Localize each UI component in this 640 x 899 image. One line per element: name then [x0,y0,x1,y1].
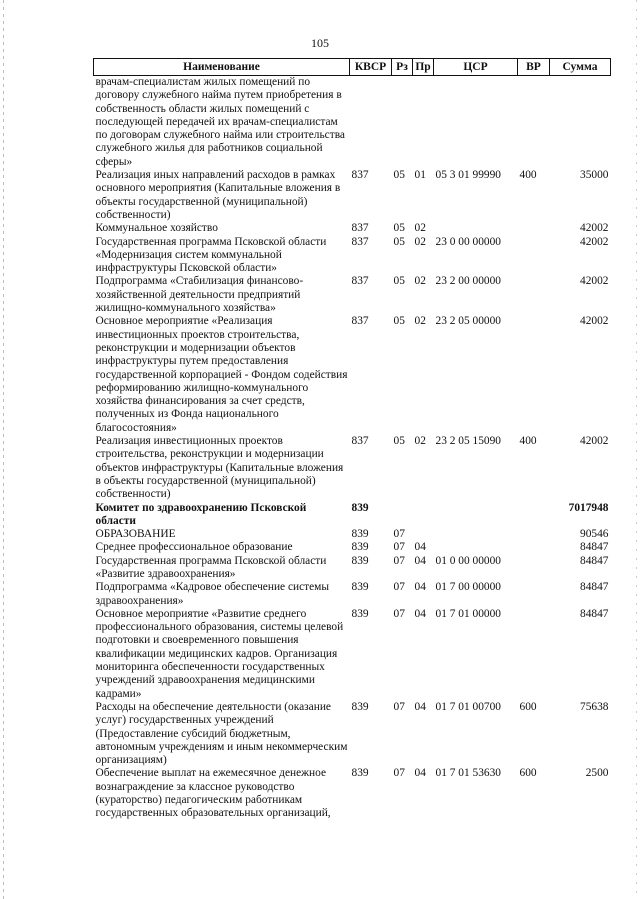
row-csr [434,502,518,529]
row-csr: 01 7 01 00700 [435,700,501,713]
row-sum: 35000 [580,169,609,182]
row-vr [518,608,550,701]
row-name: Среднее профессиональное образование [95,541,293,554]
row-rz: 07 [393,767,405,780]
table-header [94,59,611,76]
row-csr: 23 2 00 00000 [435,275,501,288]
table-row [94,608,611,701]
row-name: ОБРАЗОВАНИЕ [95,528,176,541]
row-vr [518,76,550,170]
row-csr: 05 3 01 99990 [435,169,501,182]
row-vr [518,528,550,541]
row-vr: 400 [519,169,537,182]
row-rz: 07 [393,700,405,713]
row-pr: 04 [414,541,426,554]
row-vr: 400 [519,435,537,448]
row-pr: 04 [414,581,426,594]
row-kvsr: 837 [351,169,369,182]
row-kvsr: 837 [351,315,369,328]
row-vr [518,222,550,235]
row-kvsr: 839 [351,700,369,713]
row-csr: 23 2 05 15090 [435,435,501,448]
row-pr [413,528,434,541]
header-name: Наименование [94,59,350,76]
row-rz: 05 [393,435,405,448]
row-pr: 04 [414,607,426,620]
row-csr: 23 2 05 00000 [435,315,501,328]
row-name: Подпрограмма «Кадровое обеспечение системы здравоохранения» [95,581,330,607]
row-pr: 04 [414,700,426,713]
budget-table [93,58,611,821]
row-rz: 05 [393,222,405,235]
table-row [94,555,611,582]
row-csr [434,541,518,554]
row-kvsr [350,76,392,170]
header-csr: ЦСР [434,59,518,76]
row-pr: 02 [414,435,426,448]
row-vr [518,275,550,315]
row-pr: 02 [414,315,426,328]
row-rz: 07 [393,541,405,554]
row-sum: 42002 [580,235,609,248]
row-pr [413,76,434,170]
row-vr: 600 [519,700,537,713]
row-name: Коммунальное хозяйство [95,222,218,235]
header-pr: Пр [413,59,434,76]
row-rz: 07 [393,528,405,541]
row-pr: 02 [414,275,426,288]
table-body [94,76,611,821]
row-kvsr: 837 [351,275,369,288]
row-rz: 05 [393,235,405,248]
row-sum: 75638 [580,700,609,713]
row-vr [518,315,550,435]
row-kvsr: 839 [351,528,369,541]
row-sum: 42002 [580,275,609,288]
row-sum: 84847 [580,541,609,554]
row-kvsr: 839 [351,767,369,780]
row-vr [518,555,550,582]
row-sum [550,76,611,170]
row-csr: 01 7 01 00000 [435,607,501,620]
row-vr: 600 [519,767,537,780]
row-sum: 90546 [580,528,609,541]
table-row [94,528,611,541]
row-name: Государственная программа Псковской области «Модернизация систем коммунальной инфраструктуры Псковской области» [95,235,327,275]
table-row [94,275,611,315]
table-row [94,701,611,767]
table-row [94,222,611,235]
row-csr: 01 7 00 00000 [435,581,501,594]
header-sum: Сумма [550,59,611,76]
table-row [94,502,611,529]
scan-edge-left [3,0,4,899]
row-sum: 7017948 [568,501,609,514]
row-csr [434,76,518,170]
row-rz: 07 [393,554,405,567]
row-csr: 23 0 00 00000 [435,235,501,248]
row-kvsr: 837 [351,222,369,235]
row-kvsr: 839 [351,501,369,514]
row-pr: 04 [414,554,426,567]
row-csr: 01 0 00 00000 [435,554,501,567]
header-rz: Рз [392,59,413,76]
row-vr [518,581,550,608]
row-sum: 84847 [580,554,609,567]
scan-edge-right [636,0,637,899]
row-rz: 07 [393,607,405,620]
row-name: Реализация иных направлений расходов в рамках основного мероприятия (Капитальные вложения в объекты государственной (муниципальной) собственности) [95,169,341,221]
row-rz: 07 [393,581,405,594]
row-pr: 02 [414,235,426,248]
row-csr: 01 7 01 53630 [435,767,501,780]
row-rz [392,76,413,170]
row-rz: 05 [393,169,405,182]
row-vr [518,541,550,554]
table-row [94,581,611,608]
header-kvsr: КВСР [350,59,392,76]
row-csr [434,528,518,541]
table-row [94,541,611,554]
row-name: врачам-специалистам жилых помещений по договору служебного найма путем приобретения в собственность области жилых помещений с последующей передачей их врачам-специалистам по договорам служебного найма или строительства служебного жилья для работников социальной сферы» [95,76,345,168]
row-vr [518,236,550,276]
header-vr: ВР [518,59,550,76]
row-kvsr: 839 [351,607,369,620]
table-row [94,767,611,820]
row-kvsr: 839 [351,581,369,594]
row-rz: 05 [393,315,405,328]
row-pr: 02 [414,222,426,235]
row-name: Комитет по здравоохранению Псковской области [95,501,307,527]
table-row [94,435,611,501]
row-pr [413,502,434,529]
row-sum: 42002 [580,222,609,235]
row-sum: 84847 [580,607,609,620]
row-name: Подпрограмма «Стабилизация финансово-хозяйственной деятельности предприятий жилищно-коммунального хозяйства» [95,275,304,315]
row-sum: 2500 [585,767,609,780]
row-rz [392,502,413,529]
row-pr: 04 [414,767,426,780]
row-sum: 42002 [580,435,609,448]
row-pr: 01 [414,169,426,182]
table-row [94,169,611,222]
row-kvsr: 837 [351,235,369,248]
table-row [94,236,611,276]
table-row [94,315,611,435]
row-name: Основное мероприятие «Реализация инвестиционных проектов строительства, реконструкции и модернизации объектов инфраструктуры путем предоставления государственной корпорацией - Фондом содействия реформированию жилищно-коммунального хозяйства финансирования за счет средств, полученных из Фонда национального благосостояния» [95,315,348,434]
row-name: Государственная программа Псковской области «Развитие здравоохранения» [95,554,327,580]
row-csr [434,222,518,235]
row-name: Реализация инвестиционных проектов строительства, реконструкции и модернизации объектов инфраструктуры (Капитальные вложения в объекты государственной (муниципальной) собственности) [95,435,344,501]
row-name: Обеспечение выплат на ежемесячное денежное вознаграждение за классное руководство (кураторство) педагогическим работникам государственных образовательных организаций, [95,767,331,820]
row-sum: 84847 [580,581,609,594]
row-sum: 42002 [580,315,609,328]
row-kvsr: 837 [351,435,369,448]
row-name: Расходы на обеспечение деятельности (оказание услуг) государственных учреждений (Предоставление субсидий бюджетным, автономным учреждениям и иным некоммерческим организациям) [95,700,348,767]
row-kvsr: 839 [351,541,369,554]
row-name: Основное мероприятие «Развитие среднего профессионального образования, системы целевой подготовки и своевременного повышения квалификации медицинских кадров. Организация мониторинга обеспеченности государственных учреждений здравоохранения медицинскими кадрами» [95,607,344,700]
page-number: 105 [311,36,329,50]
row-vr [518,502,550,529]
row-rz: 05 [393,275,405,288]
row-kvsr: 839 [351,554,369,567]
table-row [94,76,611,170]
